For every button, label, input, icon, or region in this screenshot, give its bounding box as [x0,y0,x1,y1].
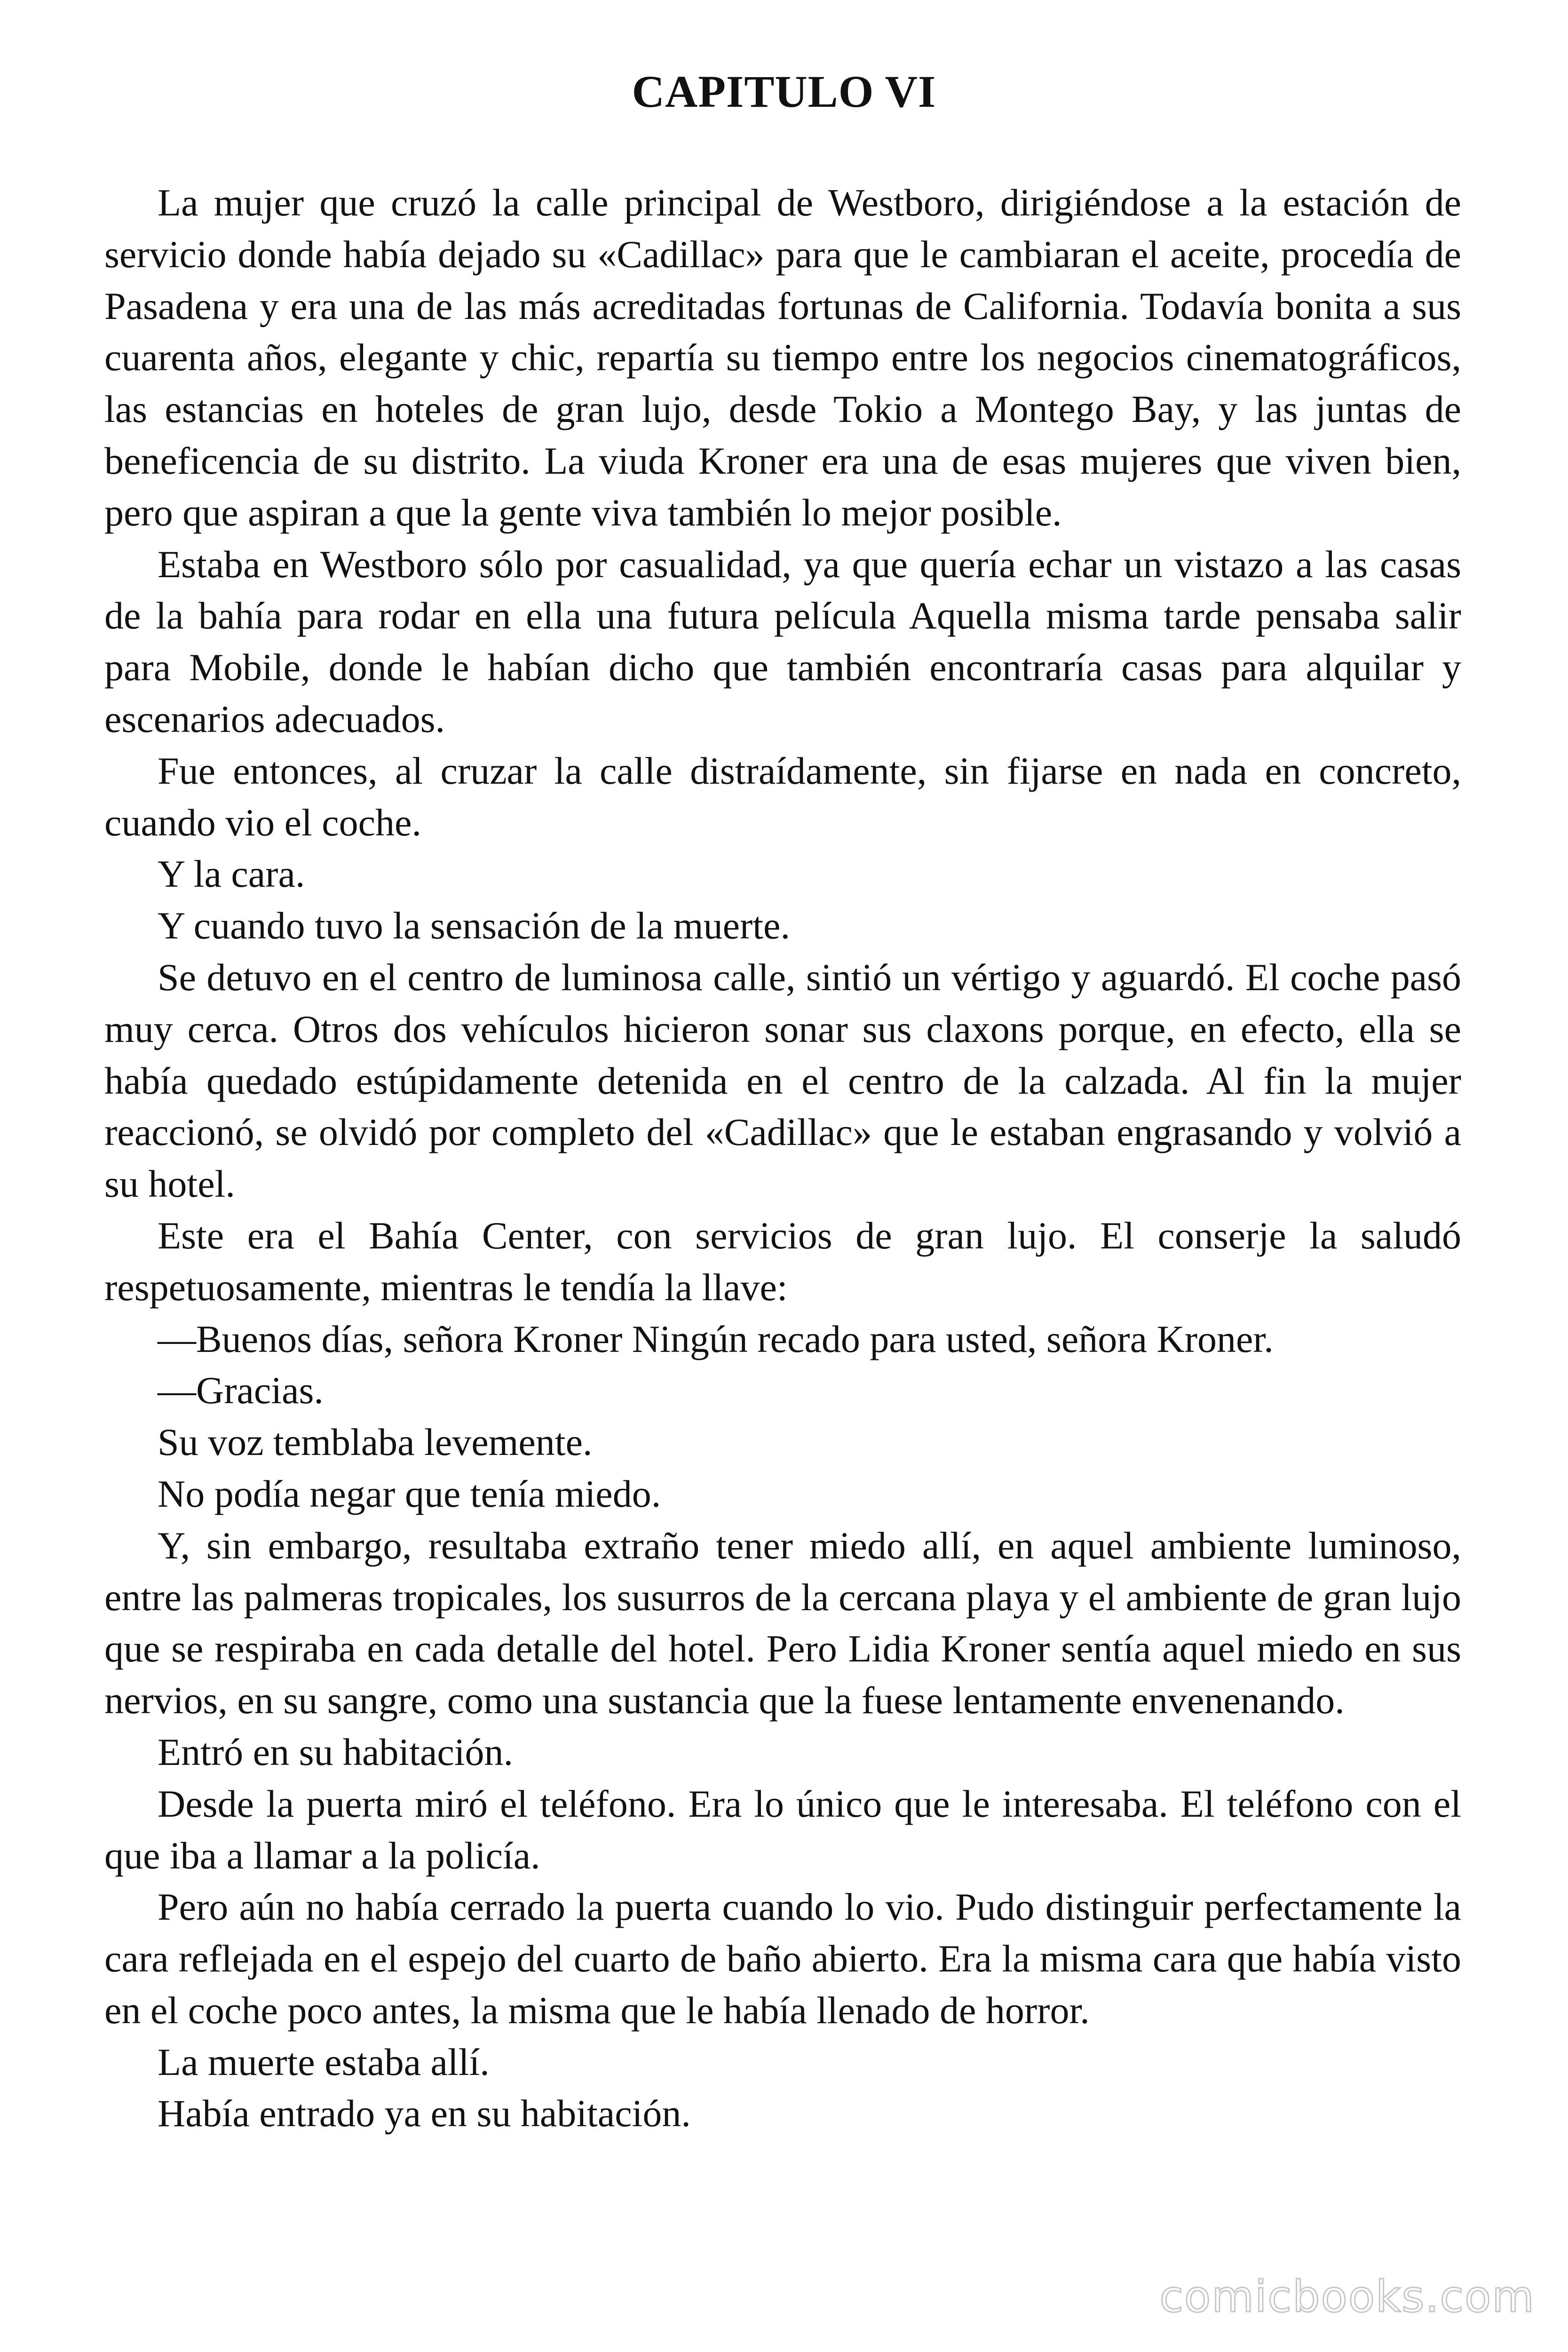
paragraph: Estaba en Westboro sólo por casualidad, ya que quería echar un vistazo a las casas de la bahía para rodar en ella una futura película Aquella misma tarde pensaba salir para Mobile, donde le habían dicho que también encontraría casas para alquilar y escenarios adecuados. [104,542,1461,740]
paragraph: La muerte estaba allí. [158,2040,490,2083]
paragraph: No podía negar que tenía miedo. [158,1472,661,1515]
paragraph: Y cuando tuvo la sensación de la muerte. [158,904,790,947]
paragraph: Y la cara. [158,852,305,896]
paragraph: Había entrado ya en su habitación. [158,2092,691,2135]
paragraph: La mujer que cruzó la calle principal de Westboro, dirigiéndose a la estación de servicio donde había dejado su «Cadillac» para que le cambiaran el aceite, procedía de Pasadena y era una de las más acreditadas fortunas de California. Todavía bonita a sus cuarenta años, elegante y chic, repartía su tiempo entre los negocios cinematográficos, las estancias en hoteles de gran lujo, desde Tokio a Montego Bay, y las juntas de beneficencia de su distrito. La viuda Kroner era una de esas mujeres que viven bien, pero que aspiran a que la gente viva también lo mejor posible. [104,181,1461,534]
paragraph: Pero aún no había cerrado la puerta cuando lo vio. Pudo distinguir perfectamente la cara reflejada en el espejo del cuarto de baño abierto. Era la misma cara que había visto en el coche poco antes, la misma que le había llenado de horror. [104,1885,1461,2032]
paragraph: Se detuvo en el centro de luminosa calle, sintió un vértigo y aguardó. El coche pasó muy cerca. Otros dos vehículos hicieron sonar sus claxons porque, en efecto, ella se había quedado estúpidamente detenida en el centro de la calzada. Al fin la mujer reaccionó, se olvidó por completo del «Cadillac» que le estaban engrasando y volvió a su hotel. [104,955,1461,1206]
paragraph: —Buenos días, señora Kroner Ningún recado para usted, señora Kroner. [158,1317,1274,1360]
paragraph: Desde la puerta miró el teléfono. Era lo único que le interesaba. El teléfono con el que iba a llamar a la policía. [104,1782,1461,1877]
paragraph: Fue entonces, al cruzar la calle distraídamente, sin fijarse en nada en concreto, cuando vio el coche. [104,749,1461,844]
paragraph: Su voz temblaba levemente. [158,1421,593,1464]
paragraph: Y, sin embargo, resultaba extraño tener miedo allí, en aquel ambiente luminoso, entre las palmeras tropicales, los susurros de la cercana playa y el ambiente de gran lujo que se respiraba en cada detalle del hotel. Pero Lidia Kroner sentía aquel miedo en sus nervios, en su sangre, como una sustancia que la fuese lentamente envenenando. [104,1524,1461,1722]
paragraph: Este era el Bahía Center, con servicios de gran lujo. El conserje la saludó respetuosamente, mientras le tendía la llave: [104,1214,1461,1309]
paragraph: —Gracias. [158,1369,324,1412]
chapter-body [104,177,1461,2139]
paragraph: Entró en su habitación. [158,1730,514,1773]
site-watermark: comicbooks.com [1159,2272,1535,2322]
chapter-title: CAPITULO VI [632,66,936,117]
